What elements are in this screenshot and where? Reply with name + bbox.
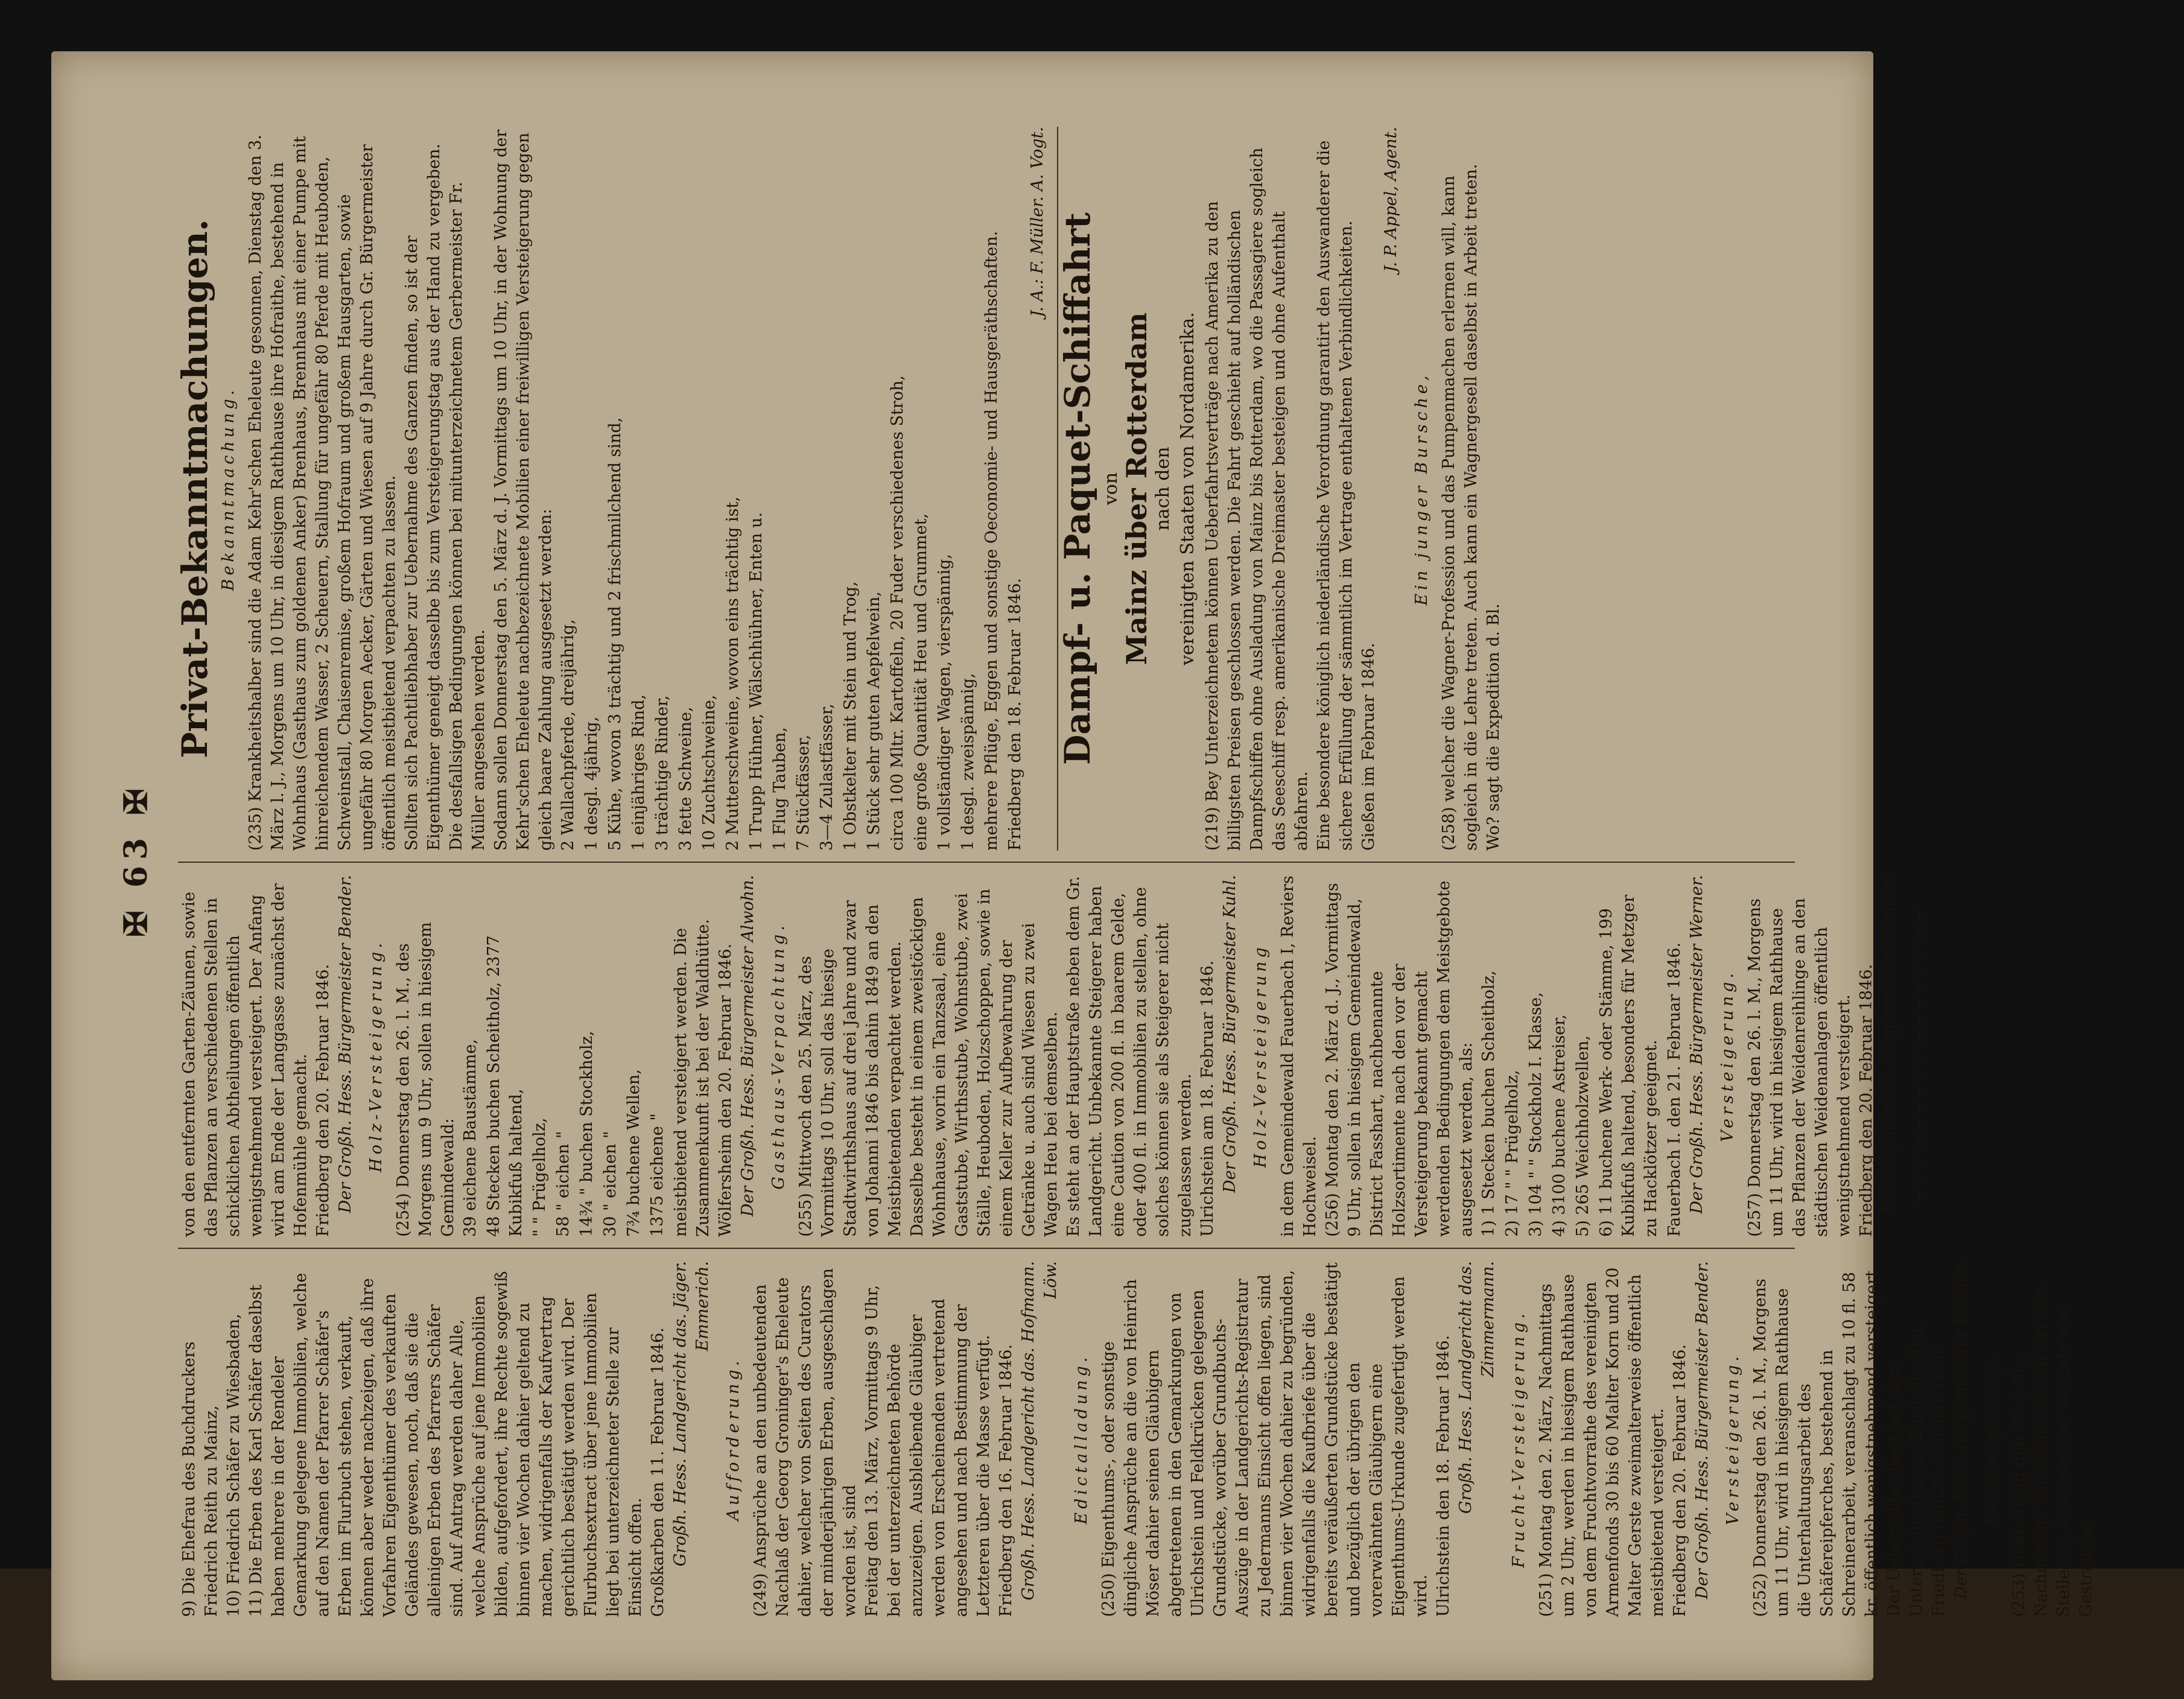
list-item: 1 Obstkelter mit Stein und Trog,: [841, 581, 860, 851]
notice-heading: Versteigerung.: [1718, 969, 1737, 1143]
item-list: [459, 875, 668, 1237]
notice-paragraph: Ulrichstein den 18. Februar 1846.: [1434, 1335, 1453, 1617]
notice-signature: Großh. Hess. Landgericht das. Hofmann. Löw.: [1019, 1261, 1060, 1601]
notice-signature: Der Großh. Hess. Bürgermeister Kuhl.: [1221, 875, 1239, 1193]
notice-paragraph: Sodann sollen Donnerstag den 5. März d. J. Vormittags um 10 Uhr, in der Wohnung der Kehr'schen Eheleute nachbezeichnete Mobilien einer freiwilligen Versteigerung gegen gleich baare Zahlung ausgesetzt werden:: [492, 129, 555, 851]
rotated-page-content: [106, 97, 2095, 1623]
list-item: 1 vollständiger Wagen, vierspännig,: [935, 553, 954, 851]
notice-heading: Frucht-Versteigerung.: [1509, 1310, 1528, 1568]
notice-paragraph: von den entfernten Garten-Zäunen, sowie das Pflanzen an verschiedenen Stellen in schicklichen Abtheilungen öffentlich wenigstnehmend versteigert. Der Anfang wird am Ende der Langgasse zunächst der Hofenmühle gemacht.: [180, 883, 310, 1237]
notice-paragraph: Fauerbach I. den 21. Februar 1846.: [1665, 942, 1684, 1237]
notice-paragraph: Friedberg den 20. Februar 1846.: [1929, 1344, 1948, 1617]
notice-paragraph: (250) Eigenthums-, oder sonstige dingliche Ansprüche an die von Heinrich Möser dahier seinen Gläubigern abgetretenen in den Gemarkungen von Ulrichstein und Feldkrücken gelegenen Grundstücke, worüber Grundbuchs-Auszüge in der Landgerichts-Registratur zu Jedermanns Einsicht offen liegen, sind binnen vier Wochen dahier zu begründen, widrigenfalls die Kaufbriefe über die bereits veräußerten Grundstücke bestätigt und bezüglich der übrigen den vorerwähnten Gläubigern eine Eigenthums-Urkunde zugefertigt werden wird.: [1099, 1262, 1430, 1617]
list-item: 2 Wallachpferde, dreijährig,: [559, 619, 577, 851]
notice-paragraph: Freitag den 13. März, Vormittags 9 Uhr,: [863, 1285, 881, 1617]
notice-paragraph: Der Ueberschlag liegt bei dem Unterzeichneten zur Einsicht offen.: [1885, 1322, 1926, 1617]
notice-paragraph: (251) Montag den 2. März, Nachmittags um 2 Uhr, werden in hiesigem Rathhause von dem Fruchtvorrathe des vereinigten Armenfonds 30 bis 60 Malter Korn und 20 Malter Gerste zweimalterweise öffentlich meistbietend versteigert.: [1537, 1267, 1667, 1617]
list-item: 7 Stückfässer,: [794, 734, 813, 851]
notice-paragraph: Friedberg den 20. Februar 1846.: [314, 964, 332, 1237]
notice-paragraph: Ulrichstein am 18. Februar 1846.: [1198, 960, 1217, 1237]
notice-paragraph: (253) Donnerstag den 26. l. M., Nachmittags um 2 Uhr, wird an Ort und Stelle das Ausbauen der Wurzeln und Gesträuche: [2010, 1286, 2095, 1617]
notice-signature: Großh. Hess. Landgericht das. Jäger. Emmerich.: [671, 1261, 712, 1567]
list-item: 7¾ buchene Wellen,: [624, 1069, 643, 1237]
list-item: 3—4 Zulastfässer,: [817, 703, 836, 851]
notice-signature: Großh. Hess. Landgericht das. Zimmermann.: [1456, 1261, 1497, 1514]
list-item: 4) 3100 buchene Astreiser,: [1550, 1014, 1569, 1237]
column-rule: [178, 862, 1795, 863]
list-item: 1 Flug Tauben,: [770, 726, 789, 851]
column-left: [178, 1261, 2095, 1617]
list-item: 5) 265 Weichholzwellen,: [1573, 1035, 1592, 1237]
notice-heading: Holz-Versteigerung.: [367, 939, 386, 1172]
list-item: circa 100 Mltr. Kartoffeln, 20 Fuder verschiedenes Stroh,: [888, 375, 907, 851]
centered-caption: nach den: [1152, 446, 1173, 531]
notice-signature: Der Großh. Hess. Bürgermeister Bender.: [1952, 1261, 1970, 1599]
notice-paragraph: in dem Gemeindewald Fauerbach I, Reviers Hochweisel.: [1278, 875, 1319, 1237]
notice-paragraph: Gießen im Februar 1846.: [1359, 643, 1378, 851]
list-item: " " Prügelholz,: [530, 1117, 549, 1237]
notice-paragraph: (258) welcher die Wagner-Profession und das Pumpenmachen erlernen will, kann sogleich in die Lehre treten. Auch kann ein Wagnergesell daselbst in Arbeit treten. Wo? sagt die Expedition d. Bl.: [1440, 164, 1503, 851]
list-item: 1 desgl. 4jährig,: [582, 716, 601, 851]
centered-caption: vereinigten Staaten von Nordamerika.: [1177, 312, 1198, 665]
notice-heading: Gasthaus-Verpachtung.: [769, 922, 788, 1190]
notice-heading: Versteigerung.: [1982, 1352, 2001, 1526]
list-item: 48 Stecken buchen Scheitholz, 2377 Kubikfuß haltend,: [484, 935, 525, 1237]
notice-signature: Der Großh. Hess. Bürgermeister Bender.: [336, 875, 355, 1213]
list-item: 58 " eichen ": [554, 1131, 573, 1237]
notice-paragraph: 11) Die Erben des Karl Schäfer daselbst haben mehrere in der Rendeler Gemarkung gelegene Immobilien, welche auf den Namen der Pfarrer Schäfer's Erben im Flurbuch stehen, verkauft, können aber weder nachzeigen, daß ihre Vorfahren Eigenthümer des verkauften Geländes gewesen, noch, daß sie die alleinigen Erben des Pfarrers Schäfer sind. Auf Antrag werden daher Alle, welche Ansprüche auf jene Immobilien bilden, aufgefordert, ihre Rechte sogewiß binnen vier Wochen dahier geltend zu machen, widrigenfalls der Kaufvertrag gerichtlich bestätigt werden wird. Der Flurbuchsextract über jene Immobilien liegt bei unterzeichneter Stelle zur Einsicht offen.: [247, 1271, 645, 1617]
notice-paragraph: (235) Krankheitshalber sind die Adam Kehr'schen Eheleute gesonnen, Dienstag den 3. März l. J., Morgens um 10 Uhr, in diesigem Rathhause ihre Hofraithe, bestehend in Wohnhaus (Gasthaus zum goldenen Anker) Brenhaus, Brennhaus mit einer Pumpe mit hinreichendem Wasser, 2 Scheuern, Stallung für ungefähr 80 Pferde mit Heuboden, Schweinstall, Chaisenremise, großem Hofraum und großem Hausgarten, sowie ungefähr 80 Morgen Aecker, Gärten und Wiesen auf 9 Jahre durch Gr. Bürgermeister öffentlich meistbietend verpachten zu lassen.: [246, 135, 399, 851]
notice-paragraph: 10) Friedrich Schäfer zu Wiesbaden,: [224, 1313, 243, 1617]
section-title: Privat-Bekanntmachungen.: [174, 219, 215, 758]
notice-heading: Aufforderung.: [724, 1357, 743, 1521]
notice-paragraph: Großkarben den 11. Februar 1846.: [649, 1327, 667, 1617]
notice-heading: Holz-Versteigerung: [1251, 944, 1270, 1168]
item-list: [1478, 875, 1662, 1237]
notice-paragraph: Friedberg den 16. Februar 1846.: [997, 1344, 1015, 1617]
notice-paragraph: bei der unterzeichneten Behörde anzuzeigen. Ausbleibende Gläubiger werden von Erscheinenden vertretend angesehen und nach Bestimmung der Letzteren über die Masse verfügt.: [885, 1298, 993, 1617]
list-item: 2) 17 " " Prügelholz,: [1503, 1070, 1522, 1237]
list-item: 14¾ " buchen Stockholz,: [577, 1031, 596, 1237]
list-item: 2 Mutterschweine, wovon eins trächtig ist,: [723, 497, 742, 851]
notice-paragraph: (255) Mittwoch den 25. März, des Vormittags 10 Uhr, soll das hiesige Stadtwirthshaus auf drei Jahre und zwar von Johanni 1846 bis dahin 1849 an den Meistbietenden verpachtet werden. Dasselbe besteht in einem zweistöckigen Wohnhause, worin ein Tanzsaal, eine Gaststube, Wirthsstube, Wohnstube, zwei Ställe, Heuboden, Holzschoppen, sowie in einem Keller zur Aufbewahrung der Getränke u. auch sind Wiesen zu zwei Wagen Heu bei demselben.: [796, 889, 1061, 1237]
notice-heading: Ein junger Bursche,: [1412, 372, 1431, 606]
section-subtitle: Mainz über Rotterdam: [1120, 312, 1153, 665]
notice-paragraph: (252) Donnerstag den 26. l. M., Morgens um 11 Uhr, wird in hiesigem Rathhause die Unterhaltungsarbeit des Schäfereipferches, bestehend in Schreinerarbeit, veranschlagt zu 10 fl. 58 kr. öffentlich wenigstnehmend versteigert.: [1751, 1265, 1881, 1617]
notice-signature: Der Großh. Hess. Bürgermeister Alwohn.: [738, 875, 757, 1217]
list-item: 30 " eichen ": [601, 1131, 620, 1237]
notice-paragraph: Eine besondere königlich niederländische Verordnung garantirt den Auswanderer die sichere Erfüllung der sämmtlich im Vertrage enthaltenen Verbindlichkeiten.: [1315, 140, 1356, 851]
list-item: 10 Zuchtschweine,: [700, 694, 719, 851]
notice-signature: Der Großh. Hess. Bürgermeister Bender.: [1693, 1261, 1712, 1599]
section-title: Dampf- u. Paquet-Schiffahrt: [1057, 212, 1098, 765]
list-item: 5 Kühe, wovon 3 trächtig und 2 frischmilchend sind,: [606, 417, 624, 851]
list-item: 39 eichene Baustämme,: [461, 1039, 480, 1237]
notice-heading: Versteigerung.: [1724, 1352, 1742, 1526]
list-item: 1 Trupp Hühner, Wälschhühner, Enten u.: [747, 512, 766, 851]
list-item: 1) 1 Stecken buchen Scheitholz,: [1479, 970, 1498, 1237]
list-item: 6) 11 buchene Werk- oder Stämme, 199 Kubikfuß haltend, besonders für Metzger zu Hacklötzer geeignet.: [1597, 894, 1660, 1237]
list-item: 1 desgl. zweispännig,: [959, 673, 977, 851]
list-item: 3 trächtige Rinder,: [653, 695, 671, 851]
notice-paragraph: (249) Ansprüche an den unbedeutenden Nachlaß der Georg Groninger's Eheleute dahier, welcher von Seiten des Curators der minderjährigen Erben, ausgeschlagen worden ist, sind: [751, 1268, 859, 1617]
notice-signature: Der Großh. Hess. Bürgermeister Werner.: [1687, 875, 1706, 1214]
notice-paragraph: Friedberg den 20. Februar 1846.: [1857, 964, 1876, 1237]
list-item: mehrere Pflüge, Eggen und sonstige Oeconomie- und Hausgeräthschaften.: [982, 230, 1001, 851]
page-number: 63: [118, 831, 154, 888]
notice-paragraph: Wölfersheim den 20. Februar 1846.: [716, 943, 735, 1237]
ornamental-rule: ~~~~~~~~~~~~~~~~~~~~: [1910, 907, 1929, 1205]
notice-signature: J. A.: F. Müller. A. Vogt.: [1028, 127, 1047, 317]
item-list: [557, 127, 1003, 851]
page-number-header: ✠ 63 ✠: [118, 783, 154, 937]
notice-paragraph: Es steht an der Hauptstraße neben dem Gr. Landgericht. Unbekannte Steigerer haben eine Caution von 200 fl. in baarem Gelde, oder 400 fl. in Immobilien zu stellen, ohne solches können sie als Steigerer nicht zugelassen werden.: [1064, 875, 1195, 1237]
notice-paragraph: Friedberg den 18. Februar 1846.: [1006, 577, 1024, 851]
list-item: 1375 eichene ": [648, 1113, 667, 1237]
notice-paragraph: Sollten sich Pachtliebhaber zur Uebernahme des Ganzen finden, so ist der Eigenthümer geneigt dasselbe bis zum Versteigerungstag aus der Hand zu vergeben. Die desfallsigen Bedingungen können bei mitunterzeichnetem Gerbermeister Fr. Müller angesehen werden.: [402, 144, 488, 851]
column-right-private-notices: [174, 127, 1807, 851]
notice-paragraph: 9) Die Ehefrau des Buchdruckers Friedrich Reith zu Mainz,: [180, 1341, 221, 1617]
notice-paragraph: (254) Donnerstag den 26. l. M., des Morgens um 9 Uhr, sollen in hiesigem Gemindewald:: [394, 922, 457, 1237]
notice-signature: Der Großh. Hess. Bürgermeister Bender.: [1879, 875, 1898, 1213]
list-item: 1 Stück sehr guten Aepfelwein,: [865, 591, 883, 851]
notice-paragraph: (257) Donnerstag den 26. l. M., Morgens um 11 Uhr, wird in hiesigem Rathhause das Pflanzen der Weidenreihlinge an den städtischen Weidenanlagen öffentlich wenigstnehmend versteigert.: [1745, 898, 1853, 1237]
list-item: 1 einjähriges Rind,: [629, 694, 648, 851]
centered-caption: von: [1100, 472, 1122, 506]
list-item: 3 fette Schweine,: [676, 707, 695, 851]
column-middle: [178, 875, 1929, 1237]
list-item: 3) 104 " " Stockholz I. Klasse,: [1526, 992, 1545, 1237]
notice-paragraph: Friedberg den 20. Februar 1846.: [1671, 1344, 1689, 1617]
notice-heading: Bekanntmachung.: [219, 386, 238, 591]
notice-signature: J. P. Appel, Agent.: [1382, 127, 1400, 273]
notice-paragraph: meistbietend versteigert werden. Die Zusammenkunft ist bei der Waldhütte.: [671, 919, 713, 1237]
list-item: eine große Quantität Heu und Grummet,: [912, 513, 930, 851]
notice-heading: Edictalladung.: [1072, 1353, 1091, 1525]
notice-paragraph: (256) Montag den 2. März d. J., Vormittags 9 Uhr, sollen in hiesigem Gemeindewald, District Fasshart, nachbenannte Holzsortimente nach den vor der Versteigerung bekannt gemacht werdenden Bedingungen dem Meistgebote ausgesetzt werden, als:: [1323, 880, 1476, 1237]
column-rule: [178, 1248, 1795, 1249]
notice-paragraph: (219) Bey Unterzeichnetem können Ueberfahrtsverträge nach Amerika zu den billigsten Preisen geschlossen werden. Die Fahrt geschieht auf holländischen Dampfschiffen ohne Ausladung von Mainz bis Rotterdam, wo die Passagiere sogleich das Seeschiff resp. amerikanische Dreimaster besteigen und ohne Aufenthalt abfahren.: [1203, 147, 1311, 851]
